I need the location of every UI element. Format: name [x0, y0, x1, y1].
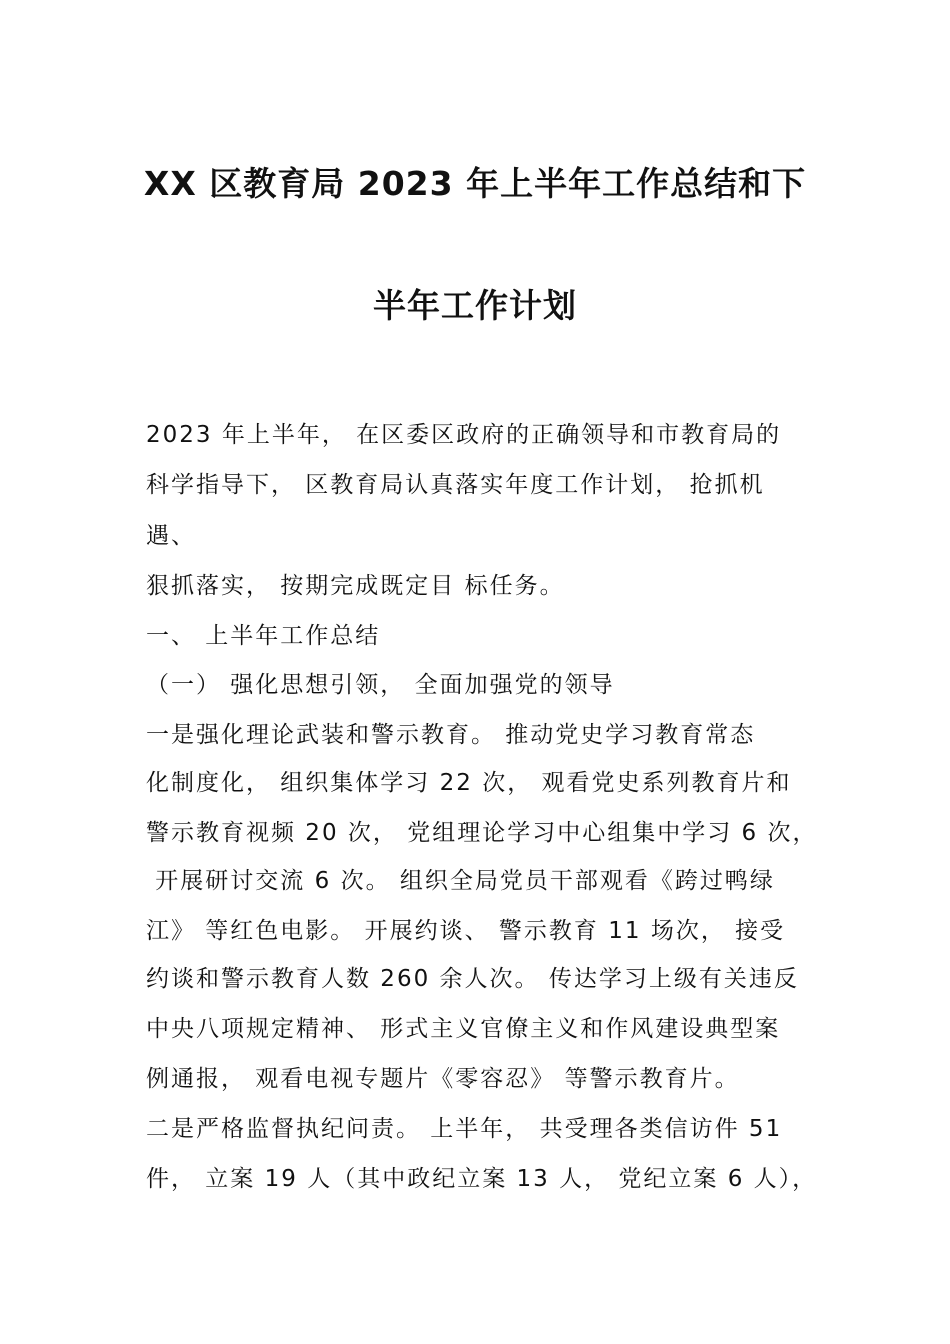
subsection-heading-1: （一） 强化思想引领， 全面加强党的领导 — [146, 672, 615, 698]
intro-paragraph-line-2: 科学指导下， 区教育局认真落实年度工作计划， 抢抓机 — [146, 472, 765, 498]
paragraph-1-line-1: 一是强化理论武装和警示教育。 推动党史学习教育常态 — [146, 722, 756, 748]
paragraph-1-line-4: 开展研讨交流 6 次。 组织全局党员干部观看《跨过鸭绿 — [146, 868, 775, 894]
paragraph-1-line-6: 约谈和警示教育人数 260 余人次。 传达学习上级有关违反 — [146, 966, 799, 992]
paragraph-2-line-1: 二是严格监督执纪问责。 上半年， 共受理各类信访件 51 — [146, 1116, 783, 1142]
paragraph-1-line-5: 江》 等红色电影。 开展约谈、 警示教育 11 场次， 接受 — [146, 918, 786, 944]
document-title-line-2: 半年工作计划 — [373, 286, 577, 325]
intro-paragraph-line-4: 狠抓落实， 按期完成既定目 标任务。 — [146, 573, 565, 599]
paragraph-2-line-2: 件， 立案 19 人（其中政纪立案 13 人， 党纪立案 6 人）， — [146, 1166, 818, 1192]
section-heading-1: 一、 上半年工作总结 — [146, 623, 381, 649]
document-title-line-1: XX 区教育局 2023 年上半年工作总结和下 — [143, 164, 807, 203]
paragraph-1-line-8: 例通报， 观看电视专题片《零容忍》 等警示教育片。 — [146, 1066, 740, 1092]
paragraph-1-line-7: 中央八项规定精神、 形式主义官僚主义和作风建设典型案 — [146, 1016, 781, 1042]
paragraph-1-line-2: 化制度化， 组织集体学习 22 次， 观看党史系列教育片和 — [146, 770, 792, 796]
paragraph-1-line-3: 警示教育视频 20 次， 党组理论学习中心组集中学习 6 次， — [146, 820, 818, 846]
intro-paragraph-line-3: 遇、 — [146, 523, 196, 549]
intro-paragraph-line-1: 2023 年上半年， 在区委区政府的正确领导和市教育局的 — [146, 422, 782, 448]
